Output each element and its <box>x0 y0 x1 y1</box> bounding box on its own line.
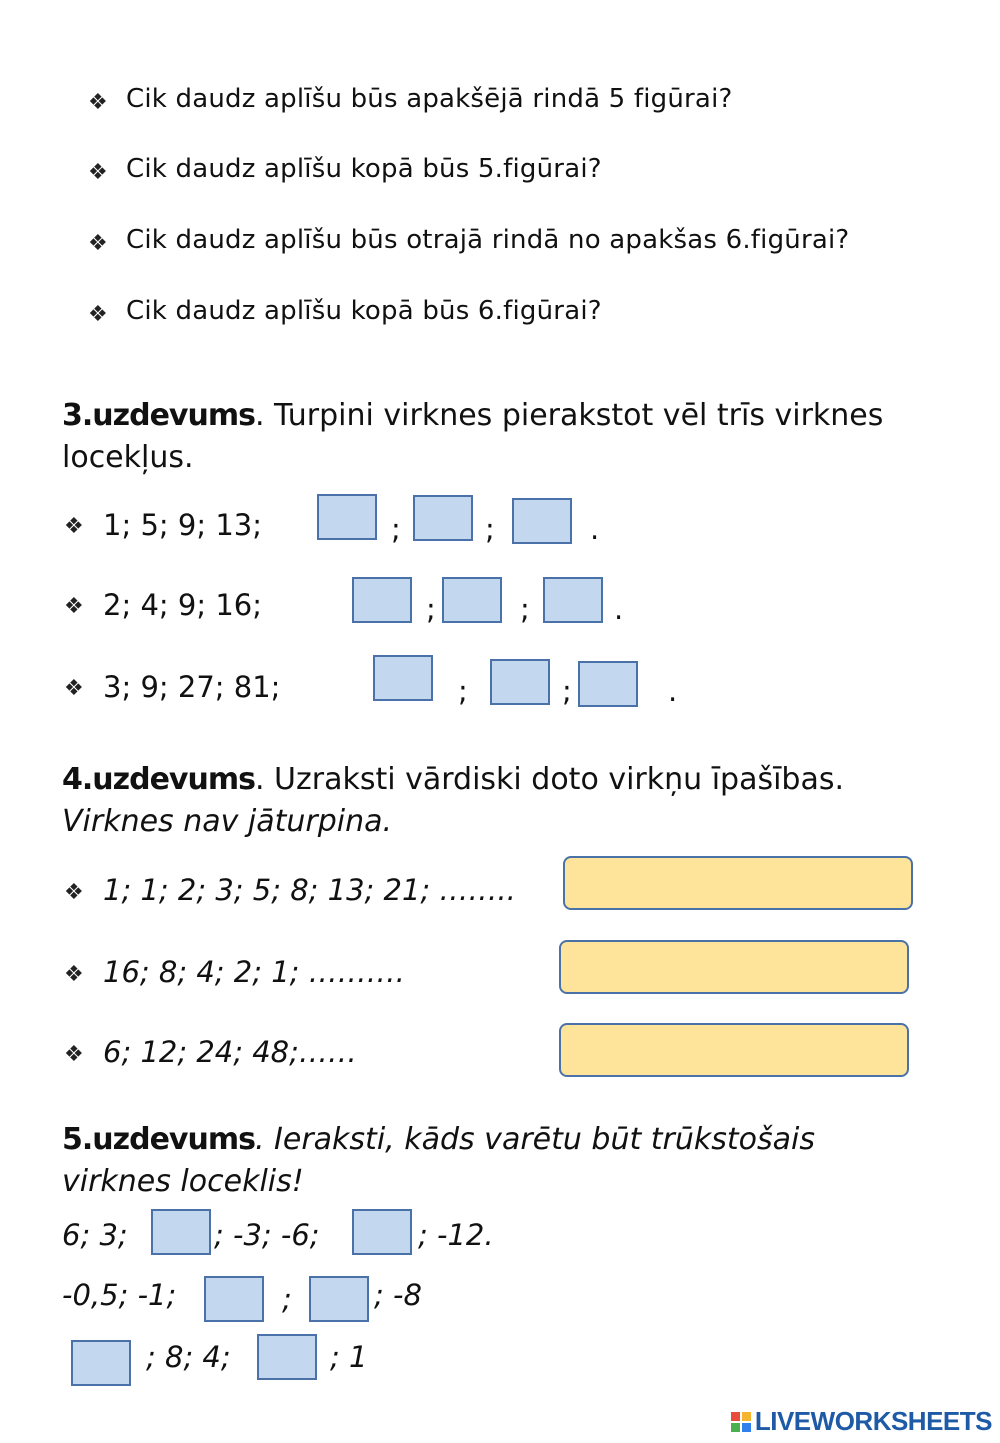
question-1: Cik daudz aplīšu būs apakšējā rindā 5 figūrai? <box>126 84 733 114</box>
question-2: Cik daudz aplīšu kopā būs 5.figūrai? <box>126 154 602 184</box>
liveworksheets-logo[interactable] <box>731 1406 992 1437</box>
logo-cube <box>742 1423 751 1432</box>
bullet-icon: ❖ <box>64 676 84 701</box>
task3-row3-terms: 3; 9; 27; 81; <box>103 670 281 704</box>
task5-title-rest: . Ieraksti, kāds varētu būt trūkstošais <box>254 1122 815 1157</box>
task5-row2-part1: -0,5; -1; <box>62 1278 177 1312</box>
answer-box[interactable] <box>490 659 550 705</box>
answer-box[interactable] <box>512 498 572 544</box>
task3-title-line2: locekļus. <box>62 440 194 475</box>
task4-title-bold: 4.uzdevums <box>62 762 255 797</box>
task5-row1-part2: ; -3; -6; <box>214 1218 320 1252</box>
logo-cube <box>742 1412 751 1421</box>
bullet-icon: ❖ <box>64 962 84 987</box>
task3-row1-terms: 1; 5; 9; 13; <box>103 508 262 542</box>
bullet-icon: ❖ <box>88 160 108 185</box>
answer-box[interactable] <box>352 1209 412 1255</box>
answer-box[interactable] <box>442 577 502 623</box>
task5-title-line2: virknes loceklis! <box>62 1164 304 1199</box>
answer-field[interactable] <box>563 856 913 910</box>
bullet-icon: ❖ <box>88 302 108 327</box>
task5-row1-part1: 6; 3; <box>62 1218 128 1252</box>
logo-cube <box>731 1423 740 1432</box>
answer-box[interactable] <box>257 1334 317 1380</box>
end-period: . <box>590 512 600 546</box>
task3-title <box>62 398 883 433</box>
task5-row2-part2: ; <box>282 1282 292 1316</box>
answer-box[interactable] <box>413 495 473 541</box>
bullet-icon: ❖ <box>88 231 108 256</box>
logo-text: LIVEWORKSHEETS <box>754 1406 992 1436</box>
question-3: Cik daudz aplīšu būs otrajā rindā no apakšas 6.figūrai? <box>126 225 850 255</box>
answer-box[interactable] <box>373 655 433 701</box>
answer-box[interactable] <box>317 494 377 540</box>
answer-field[interactable] <box>559 940 909 994</box>
answer-field[interactable] <box>559 1023 909 1077</box>
task3-row2-terms: 2; 4; 9; 16; <box>103 588 262 622</box>
task4-title-line2: Virknes nav jāturpina. <box>62 804 393 839</box>
bullet-icon: ❖ <box>88 90 108 115</box>
task5-title-bold: 5.uzdevums <box>62 1122 255 1157</box>
question-4: Cik daudz aplīšu kopā būs 6.figūrai? <box>126 296 602 326</box>
end-period: . <box>668 674 678 708</box>
bullet-icon: ❖ <box>64 594 84 619</box>
answer-box[interactable] <box>543 577 603 623</box>
answer-box[interactable] <box>309 1276 369 1322</box>
separator: ; <box>391 512 401 546</box>
logo-cube <box>731 1412 740 1421</box>
separator: ; <box>485 512 495 546</box>
task5-row3-part1: ; 8; 4; <box>146 1340 231 1374</box>
task4-seq-1: 1; 1; 2; 3; 5; 8; 13; 21; …….. <box>103 873 516 907</box>
task5-row3-part2: ; 1 <box>330 1340 368 1374</box>
bullet-icon: ❖ <box>64 514 84 539</box>
answer-box[interactable] <box>578 661 638 707</box>
bullet-icon: ❖ <box>64 1042 84 1067</box>
task5-row2-part3: ; -8 <box>374 1278 422 1312</box>
task4-seq-3: 6; 12; 24; 48;…… <box>103 1035 357 1069</box>
task4-title-rest: . Uzraksti vārdiski doto virkņu īpašības. <box>254 762 845 797</box>
task4-seq-2: 16; 8; 4; 2; 1; ………. <box>103 955 405 989</box>
answer-box[interactable] <box>151 1209 211 1255</box>
separator: ; <box>562 674 572 708</box>
separator: ; <box>458 674 468 708</box>
end-period: . <box>614 592 624 626</box>
task5-row1-part3: ; -12. <box>418 1218 494 1252</box>
task3-title-bold: 3.uzdevums <box>62 398 255 433</box>
answer-box[interactable] <box>204 1276 264 1322</box>
answer-box[interactable] <box>71 1340 131 1386</box>
task5-title <box>62 1122 815 1157</box>
task3-title-rest: . Turpini virknes pierakstot vēl trīs virknes <box>254 398 884 433</box>
answer-box[interactable] <box>352 577 412 623</box>
logo-cubes-icon <box>731 1412 751 1432</box>
separator: ; <box>520 592 530 626</box>
separator: ; <box>426 592 436 626</box>
task4-title <box>62 762 844 797</box>
bullet-icon: ❖ <box>64 880 84 905</box>
